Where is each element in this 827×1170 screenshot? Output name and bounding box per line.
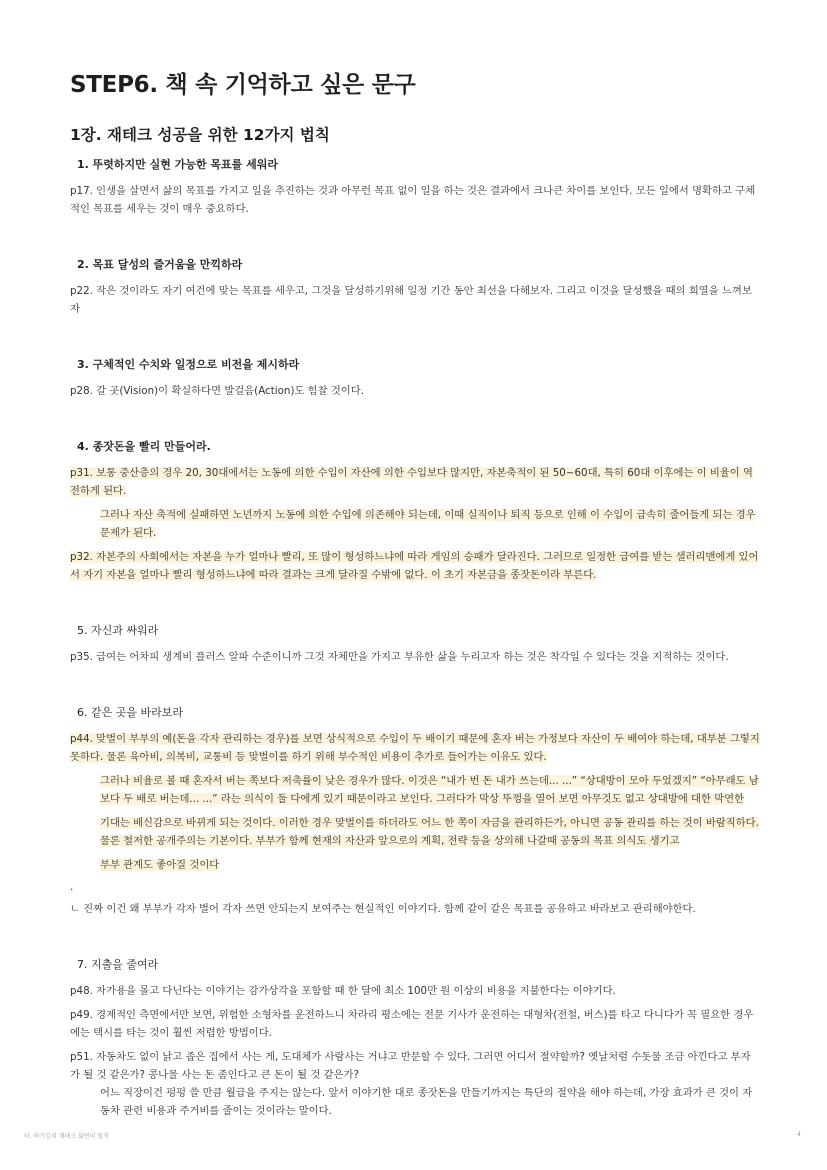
document-page: [70, 66, 760, 1158]
highlighted-paragraph: [70, 464, 760, 500]
quote-paragraph: p17. 인생을 살면서 삶의 목표를 가지고 일을 추진하는 것과 아무런 목표 없이 일을 하는 것은 결과에서 크나큰 차이를 보인다. 모든 일에서 명확하고 구체적인 목표를 세우는 것이 매우 중요하다.: [70, 185, 756, 215]
highlight-text: 부부 관계도 좋아질 것이다: [100, 859, 220, 871]
page-number: 4: [797, 1131, 801, 1138]
quote-paragraph: p22. 작은 것이라도 자기 여건에 맞는 목표를 세우고, 그것을 달성하기위해 일정 기간 동안 최선을 다해보자. 그리고 이것을 달성했을 때의 희열을 느껴보자: [70, 285, 752, 315]
section-3: [70, 356, 760, 400]
highlight-text: p32. 자본주의 사회에서는 자본을 누가 얼마나 빨리, 또 많이 형성하느냐에 따라 게임의 승패가 달라진다. 그러므로 일정한 급여를 받는 샐러리맨에게 있어서 자기 자본을 얼마나 빨리 형성하느냐에 따라 결과는 크게 달라질 수밖에 없다. 이 초기 자본금을 종잣돈이라 부른다.: [70, 551, 759, 581]
highlighted-paragraph: [70, 506, 760, 542]
chapter-heading: 1장. 재테크 성공을 위한 12가지 법칙: [70, 126, 330, 144]
quote-paragraph: p48. 자가용을 몰고 다닌다는 이야기는 감가상각을 포함할 때 한 달에 최소 100만 원 이상의 비용을 지불한다는 이야기다.: [70, 985, 616, 997]
section-heading: 5. 자신과 싸워라: [77, 624, 159, 637]
section-4: [70, 438, 760, 584]
comment-paragraph: ㄴ 진짜 이건 왜 부부가 각자 벌어 각자 쓰면 안되는지 보여주는 현실적인 이야기다. 함께 같이 같은 목표를 공유하고 바라보고 관리해야한다.: [70, 903, 696, 915]
quote-paragraph: p49. 경제적인 측면에서만 보면, 위험한 소형차를 운전하느니 차라리 평소에는 전문 기사가 운전하는 대형차(전철, 버스)를 타고 다니다가 꼭 필요한 경우에는 택시를 타는 것이 훨씬 저렴한 방법이다.: [70, 1009, 754, 1039]
quote-paragraph: p51. 자동차도 없이 낡고 좁은 집에서 사는 게, 도대체가 사람사는 거냐고 반문할 수 있다. 그러면 어디서 절약할까? 옛날처럼 수돗물 조금 아낀다고 부자가 될 것 같은가? 콩나물 사는 돈 좀인다고 큰 돈이 될 것 같은가?: [70, 1051, 751, 1081]
section-heading: 7. 지출을 줄여라: [77, 958, 159, 971]
quote-paragraph: 어느 직장이건 펑펑 쓸 만큼 월급을 주지는 않는다. 앞서 이야기한 대로 종잣돈을 만들기까지는 특단의 절약을 해야 하는데, 가장 효과가 큰 것이 자동차 관련 비용과 주거비를 줄이는 것이라는 말이다.: [100, 1087, 753, 1117]
highlighted-paragraph: [70, 856, 760, 874]
highlighted-paragraph: [70, 772, 760, 808]
footer-title: 마. 하기김의 재테크 불변의 법칙: [24, 1133, 109, 1140]
section-heading: 6. 같은 곳을 바라보라: [77, 706, 183, 719]
separator-dot: .: [70, 881, 74, 893]
section-6: [70, 704, 760, 918]
page-title: STEP6. 책 속 기억하고 싶은 문구: [70, 72, 416, 98]
highlighted-paragraph: [70, 548, 760, 584]
highlighted-paragraph: [70, 814, 760, 850]
section-5: [70, 622, 760, 666]
quote-paragraph: p35. 급여는 어차피 생계비 플러스 알파 수준이니까 그것 자체만을 가지고 부유한 삶을 누리고자 하는 것은 착각일 수 있다는 것을 지적하는 것이다.: [70, 651, 729, 663]
section-heading: 4. 종잣돈을 빨리 만들어라.: [77, 440, 211, 453]
section-2: [70, 256, 760, 318]
section-1: [70, 156, 760, 218]
highlighted-paragraph: [70, 730, 760, 766]
section-heading: 2. 목표 달성의 즐거움을 만끽하라: [77, 258, 243, 271]
section-heading: 3. 구체적인 수치와 일정으로 비전을 제시하라: [77, 358, 300, 371]
highlight-text: 기대는 배신감으로 바뀌게 되는 것이다. 이러한 경우 맞벌이를 하더라도 어느 한 쪽이 자금을 관리하든가, 아니면 공동 관리를 하는 것이 바람직하다. 물론 철저한 공개주의는 기본이다. 부부가 함께 현재의 자산과 앞으로의 계획, 전략 등을 상의해 나갈때 공동의 목표 의식도 생기고: [100, 817, 759, 847]
section-7: [70, 956, 760, 1120]
section-heading: 1. 뚜렷하지만 실현 가능한 목표를 세워라: [77, 158, 278, 171]
quote-paragraph: p28. 갈 곳(Vision)이 확실하다면 발걸음(Action)도 힘찰 것이다.: [70, 385, 364, 397]
highlight-text: 그러나 자산 축적에 실패하면 노년까지 노동에 의한 수입에 의존해야 되는데, 이때 실직이나 퇴직 등으로 인해 이 수입이 급속히 줄어들게 되는 경우 문제가 된다.: [100, 509, 756, 539]
highlight-text: 그러나 비율로 볼 때 혼자서 버는 쪽보다 저축률이 낮은 경우가 많다. 이것은 “내가 번 돈 내가 쓰는데... ...” “상대방이 모아 두었겠지” “아무래도 남보다 두 배로 버는데... ...” 라는 의식이 둘 다에게 있기 때문이라고 보인다. 그러다가 막상 뚜껑을 열어 보면 아무것도 없고 상대방에 대한 막연한: [100, 775, 759, 805]
highlight-text: p44. 맞벌이 부부의 예(돈을 각자 관리하는 경우)를 보면 상식적으로 수입이 두 배이기 때문에 혼자 버는 가정보다 자산이 두 배여야 하는데, 대부분 그렇지 못하다. 물론 육아비, 의복비, 교통비 등 맞벌이를 하기 위해 부수적인 비용이 추가로 들어가는 이유도 있다.: [70, 733, 760, 763]
highlight-text: p31. 보통 중산층의 경우 20, 30대에서는 노동에 의한 수입이 자산에 의한 수입보다 많지만, 자본축적이 된 50~60대, 특히 60대 이후에는 이 비율이 역전하게 된다.: [70, 467, 753, 497]
